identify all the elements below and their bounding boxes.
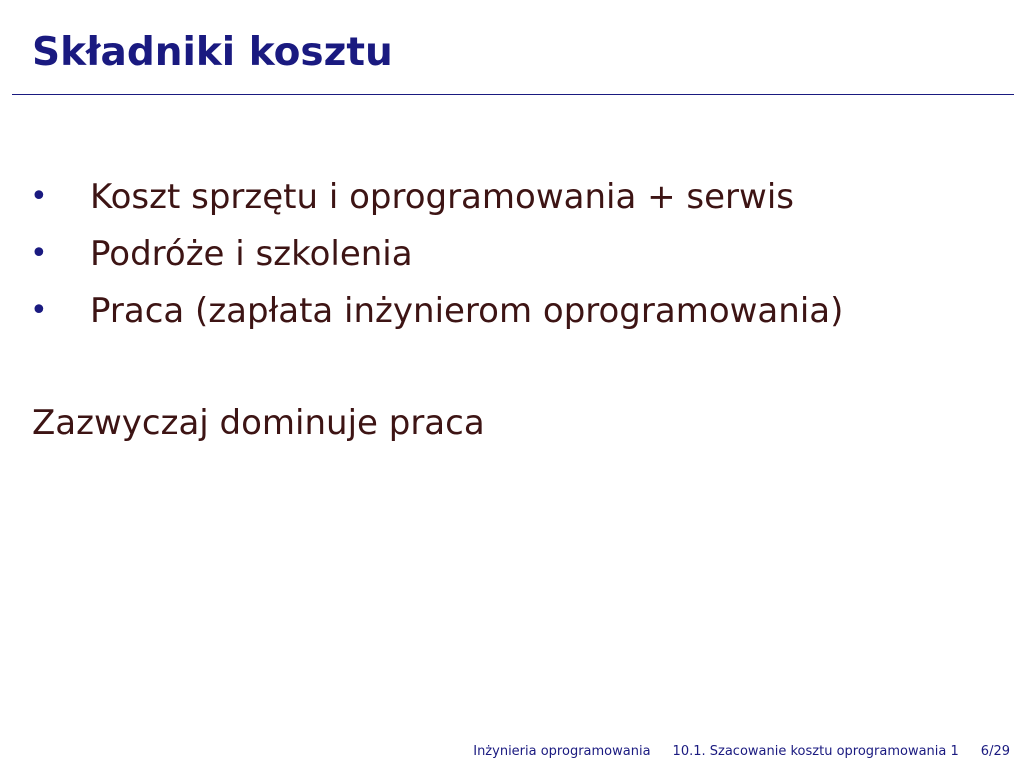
bullet-list	[30, 168, 843, 339]
bullet-text: Podróże i szkolenia	[90, 233, 413, 274]
list-item	[30, 225, 843, 282]
footer-section: 10.1. Szacowanie kosztu oprogramowania 1	[672, 744, 959, 759]
bullet-icon: •	[30, 235, 48, 271]
list-item	[30, 168, 843, 225]
footer-page-number: 6/29	[980, 744, 1010, 759]
bullet-icon: •	[30, 178, 48, 214]
slide-footer	[473, 744, 1010, 759]
slide-title: Składniki kosztu	[32, 30, 393, 75]
title-divider	[12, 94, 1014, 95]
bullet-icon: •	[30, 292, 48, 328]
bullet-text: Praca (zapłata inżynierom oprogramowania)	[90, 290, 844, 331]
bullet-text: Koszt sprzętu i oprogramowania + serwis	[90, 176, 794, 217]
list-item	[30, 282, 843, 339]
summary-text: Zazwyczaj dominuje praca	[32, 403, 485, 443]
footer-course: Inżynieria oprogramowania	[473, 744, 651, 759]
